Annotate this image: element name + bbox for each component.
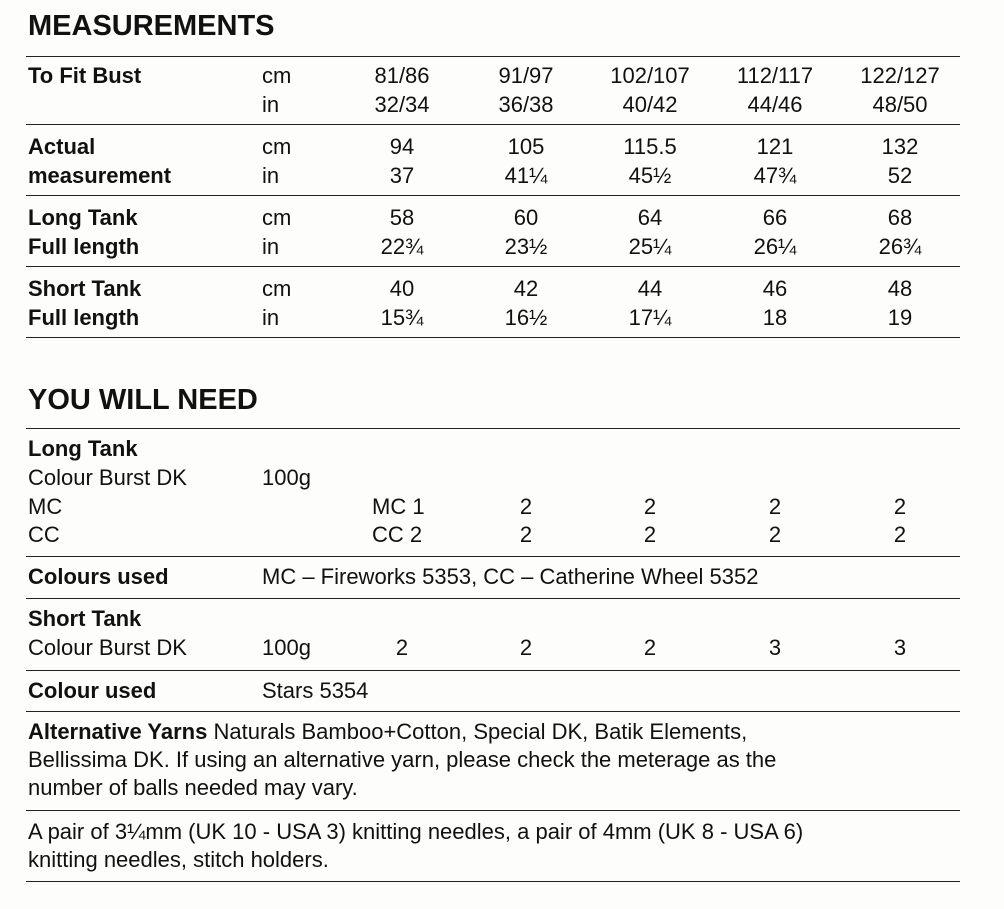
row-label: measurement [28,163,172,188]
alternative-yarns-text: Naturals Bamboo+Cotton, Special DK, Batik Elements, [207,719,748,744]
unit-cm: cm [262,134,292,159]
divider [26,428,960,429]
cell: 19 [887,305,913,330]
cell: 2 [519,635,533,660]
cell: 66 [762,205,788,230]
cell: 2 [519,494,533,519]
cell: 16½ [504,305,548,330]
row-label: Actual [28,134,96,159]
cell: 45½ [628,163,672,188]
cell: 132 [881,134,919,159]
cell: 47¾ [753,163,797,188]
divider [26,266,960,267]
cell: 44 [637,276,663,301]
cell: 2 [643,522,657,547]
cell: 115.5 [623,134,677,159]
unit-in: in [262,163,280,188]
cell: 68 [887,205,913,230]
alternative-yarns-text: Bellissima DK. If using an alternative yarn, please check the meterage as the [28,747,777,772]
cell: 41¼ [504,163,548,188]
cell: 60 [513,205,539,230]
divider [26,881,960,882]
long-tank-title: Long Tank [28,436,138,461]
cell: 102/107 [610,63,690,88]
unit-in: in [262,92,280,117]
cell: 2 [395,635,409,660]
mc-label: MC [28,494,63,519]
cell: 15¾ [380,305,424,330]
cell: 32/34 [374,92,430,117]
cell: 40 [389,276,415,301]
cell: 46 [762,276,788,301]
cell: 18 [762,305,788,330]
cell: 58 [389,205,415,230]
measurements-heading: MEASUREMENTS [28,10,275,42]
divider [26,556,960,557]
needles-paragraph [28,818,948,874]
cell: 2 [893,522,907,547]
alternative-yarns-label: Alternative Yarns [28,719,208,744]
divider [26,56,960,57]
yarn-name: Colour Burst DK [28,465,187,490]
cell: 2 [519,522,533,547]
divider [26,195,960,196]
alternative-yarns-paragraph [28,718,948,802]
cell: 23½ [504,234,548,259]
you-will-need-heading: YOU WILL NEED [28,384,258,416]
cell: 44/46 [747,92,803,117]
cell: 40/42 [622,92,678,117]
colours-used-value: MC – Fireworks 5353, CC – Catherine Wheel 5352 [262,564,759,589]
divider [26,670,960,671]
unit-in: in [262,234,280,259]
divider [26,810,960,811]
cell: 2 [893,494,907,519]
cell: 2 [643,494,657,519]
unit-cm: cm [262,205,292,230]
cell: 52 [887,163,913,188]
short-tank-title: Short Tank [28,606,142,631]
row-label: Short Tank [28,276,142,301]
cell: 22¾ [380,234,424,259]
cell: 94 [389,134,415,159]
row-label: To Fit Bust [28,63,142,88]
cell: 25¼ [628,234,672,259]
row-label: Full length [28,234,140,259]
divider [26,124,960,125]
needles-text: knitting needles, stitch holders. [28,847,329,872]
yarn-name: Colour Burst DK [28,635,187,660]
unit-in: in [262,305,280,330]
ball-weight: 100g [262,465,311,490]
cc-code: CC 2 [372,522,423,547]
divider [26,711,960,712]
cell: 64 [637,205,663,230]
cell: 48 [887,276,913,301]
cell: 3 [893,635,907,660]
cell: 17¼ [628,305,672,330]
cell: 36/38 [498,92,554,117]
cell: 112/117 [736,63,814,88]
row-label: Full length [28,305,140,330]
divider [26,598,960,599]
divider [26,337,960,338]
cell: 2 [768,494,782,519]
cc-label: CC [28,522,60,547]
mc-code: MC 1 [372,494,425,519]
cell: 26¼ [753,234,797,259]
cell: 48/50 [872,92,928,117]
cell: 26¾ [878,234,922,259]
unit-cm: cm [262,63,292,88]
cell: 121 [756,134,794,159]
colour-used-value: Stars 5354 [262,678,369,703]
cell: 81/86 [374,63,430,88]
cell: 42 [513,276,539,301]
row-label: Long Tank [28,205,138,230]
cell: 122/127 [860,63,940,88]
ball-weight: 100g [262,635,311,660]
unit-cm: cm [262,276,292,301]
cell: 105 [507,134,545,159]
alternative-yarns-text: number of balls needed may vary. [28,775,358,800]
cell: 91/97 [498,63,554,88]
cell: 2 [768,522,782,547]
colours-used-label: Colours used [28,564,169,589]
cell: 2 [643,635,657,660]
needles-text: A pair of 3¼mm (UK 10 - USA 3) knitting needles, a pair of 4mm (UK 8 - USA 6) [28,819,804,844]
cell: 3 [768,635,782,660]
colour-used-label: Colour used [28,678,157,703]
cell: 37 [389,163,415,188]
